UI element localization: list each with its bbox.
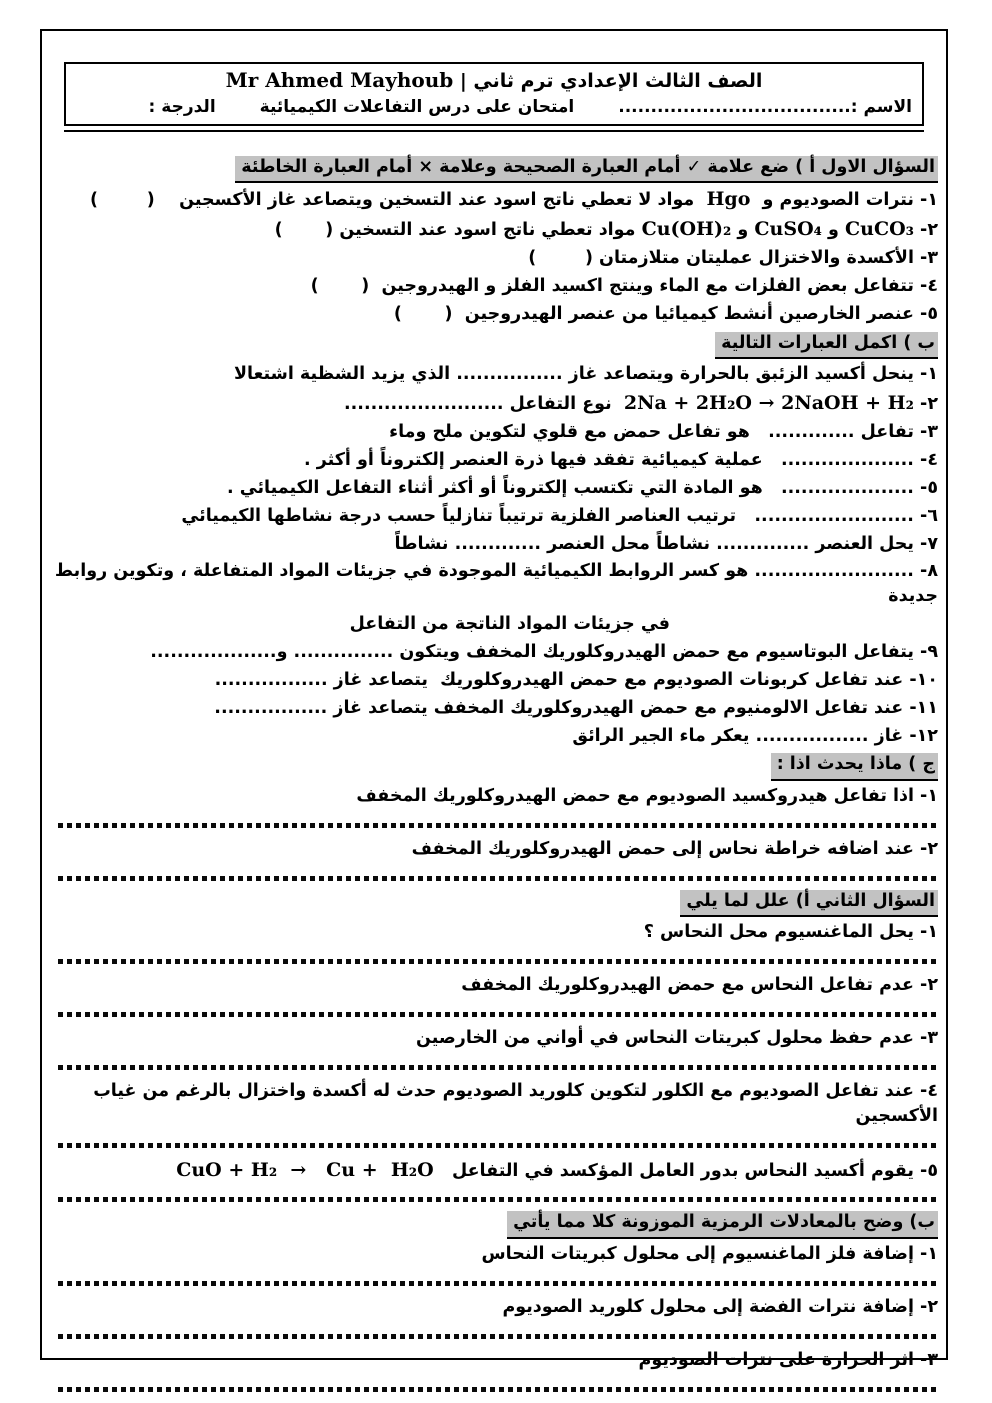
answer-dotted-line <box>58 1334 936 1339</box>
q2a-item-3: ٣- عدم حفظ محلول كبريتات النحاس في أواني من الخارصين <box>415 1027 938 1048</box>
q2b-item-3: ٣- اثر الحرارة على نترات الصوديوم <box>638 1349 938 1370</box>
q2b-item-2: ٢- إضافة نترات الفضة إلى محلول كلوريد الصوديوم <box>502 1296 938 1317</box>
answer-dotted-line <box>58 1065 936 1070</box>
answer-dotted-line <box>58 1197 936 1202</box>
q1-part-a-title: السؤال الاول أ ) ضع علامة ✓ أمام العبارة الصحيحة وعلامة × أمام العبارة الخاطئة <box>235 156 938 184</box>
q2-part-b-title: ب) وضح بالمعادلات الرمزية الموزونة كلا مما يأتي <box>507 1211 938 1239</box>
q1b-fill-8: ٨- ........................ هو كسر الروابط الكيميائية الموجودة في جزيئات المواد المتفاعلة ، وتكوين روابط جديدة <box>54 561 938 607</box>
exam-body <box>42 126 946 1392</box>
q1-part-c-title: ج ) ماذا يحدث اذا : <box>771 753 938 781</box>
q1a-statement-1: ١- نترات الصوديوم و Hgo مواد لا تعطي ناتج اسود عند التسخين ويتصاعد غاز الأكسجين ( ) <box>90 188 938 211</box>
q2-part-a-title: السؤال الثاني أ) علل لما يلي <box>680 890 938 918</box>
student-name-label: الاسم :.................................... <box>618 96 912 117</box>
chemical-formula: Mr Ahmed Mayhoub <box>225 68 454 92</box>
chemical-formula: Hgo <box>706 188 751 211</box>
q1b-fill-12: ١٢- غاز ................. يعكر ماء الجير الرائق <box>572 725 938 746</box>
grade-label: الدرجة : <box>148 96 216 117</box>
exam-header-box <box>64 62 924 126</box>
chemical-formula: CuCO₃ <box>845 218 914 241</box>
q1b-fill-7: ٧- يحل العنصر .............. نشاطاً محل العنصر ............. نشاطاً <box>394 533 938 554</box>
chemical-formula: CuSO₄ <box>754 218 822 241</box>
q1b-fill-3: ٣- تفاعل ............. هو تفاعل حمض مع قلوي لتكوين ملح وماء <box>389 422 938 443</box>
q1a-statement-3: ٣- الأكسدة والاختزال عمليتان متلازمتان ( ) <box>528 248 938 269</box>
answer-dotted-line <box>58 823 936 828</box>
q1b-fill-10: ١٠- عند تفاعل كربونات الصوديوم مع حمض الهيدروكلوريك يتصاعد غاز ................. <box>214 669 938 690</box>
chemical-formula: CuO + H₂ → Cu + H₂O <box>176 1158 434 1181</box>
q2b-item-1: ١- إضافة فلز الماغنسيوم إلى محلول كبريتات النحاس <box>481 1244 938 1265</box>
q1b-fill-4: ٤- .................... عملية كيميائية تفقد فيها ذرة العنصر إلكتروناً أو أكثر . <box>303 450 938 471</box>
answer-dotted-line <box>58 1281 936 1286</box>
q1b-fill-8-continuation: في جزيئات المواد الناتجة من التفاعل <box>349 614 670 635</box>
q1b-fill-2: ٢- 2Na + 2H₂O → 2NaOH + H₂ نوع التفاعل ........................ <box>344 392 938 415</box>
q2a-item-2: ٢- عدم تفاعل النحاس مع حمض الهيدروكلوريك المخفف <box>461 975 938 996</box>
q1a-statement-2: ٢- CuCO₃ و CuSO₄ و Cu(OH)₂ مواد تعطي ناتج اسود عند التسخين ( ) <box>274 218 938 241</box>
exam-title: امتحان على درس التفاعلات الكيميائية <box>259 96 575 117</box>
answer-dotted-line <box>58 1012 936 1017</box>
q2a-item-4: ٤- عند تفاعل الصوديوم مع الكلور لتكوين كلوريد الصوديوم حدث له أكسدة واختزال بالرغم من غياب الأكسجين <box>93 1080 938 1126</box>
q1c-item-1: ١- اذا تفاعل هيدروكسيد الصوديوم مع حمض الهيدروكلوريك المخفف <box>356 785 938 806</box>
page-border-frame <box>40 29 948 1370</box>
q1a-statement-5: ٥- عنصر الخارصين أنشط كيميائيا من عنصر الهيدروجين ( ) <box>393 303 938 324</box>
q1c-item-2: ٢- عند اضافه خراطة نحاس إلى حمض الهيدروكلوريك المخفف <box>411 838 938 859</box>
class-and-teacher-title: الصف الثالث الإعدادي ترم ثاني | Mr Ahmed Mayhoub <box>225 68 763 92</box>
answer-dotted-line <box>58 1143 936 1148</box>
answer-dotted-line <box>58 959 936 964</box>
chemical-formula: Cu(OH)₂ <box>641 218 732 241</box>
q2a-item-5: ٥- يقوم أكسيد النحاس بدور العامل المؤكسد في التفاعل CuO + H₂ → Cu + H₂O <box>176 1158 938 1181</box>
q1b-fill-6: ٦- ........................ ترتيب العناصر الفلزية ترتيباً تنازلياً حسب درجة نشاطها الكيميائي <box>181 505 938 526</box>
q1b-fill-1: ١- ينحل أكسيد الزئبق بالحرارة ويتصاعد غاز ................ الذي يزيد الشظية اشتعالا <box>233 364 938 385</box>
answer-dotted-line <box>58 1387 936 1392</box>
header-second-line <box>76 97 912 117</box>
q1b-fill-11: ١١- عند تفاعل الالومنيوم مع حمض الهيدروكلوريك المخفف يتصاعد غاز ................. <box>214 697 938 718</box>
chemical-formula: 2Na + 2H₂O → 2NaOH + H₂ <box>623 392 914 415</box>
q1b-fill-5: ٥- .................... هو المادة التي تكتسب إلكتروناً أو أكثر أثناء التفاعل الكيميائي . <box>227 477 938 498</box>
q1a-statement-4: ٤- تتفاعل بعض الفلزات مع الماء وينتج اكسيد الفلز و الهيدروجين ( ) <box>310 276 938 297</box>
q1b-fill-9: ٩- يتفاعل البوتاسيوم مع حمض الهيدروكلوريك المخفف ويتكون ............... و................... <box>150 641 938 662</box>
answer-dotted-line <box>58 876 936 881</box>
q2a-item-1: ١- يحل الماغنسيوم محل النحاس ؟ <box>643 922 938 943</box>
q1-part-b-title: ب ) اكمل العبارات التالية <box>715 332 938 360</box>
